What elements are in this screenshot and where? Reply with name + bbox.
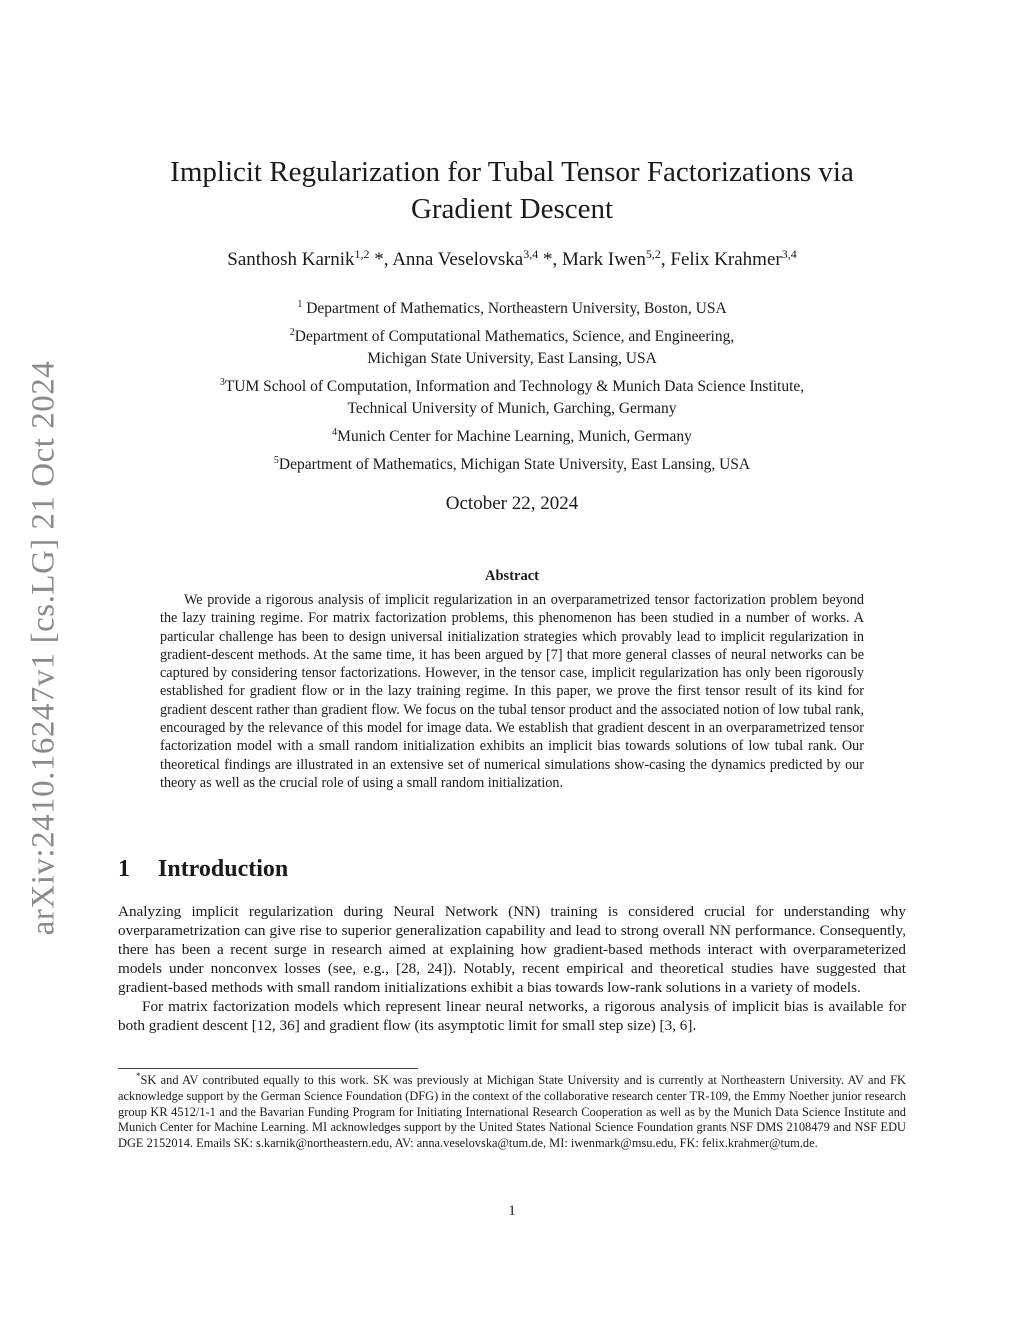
affiliation-list xyxy=(120,298,904,482)
author: Anna Veselovska$^{3,4}$ * xyxy=(392,247,553,270)
footnote-rule xyxy=(118,1068,418,1069)
page-number: 1 xyxy=(508,1203,516,1219)
footnote-text: SK and AV contributed equally to this work. SK was previously at Michigan State University and is currently at Northeastern University. AV and FK acknowledge support by the German Science Foundation (DFG) in the context of the collaborative research center TR-109, the Emmy Noether junior research group KR 4512/1-1 and the Bavarian Funding Program for Initiating International Research Cooperation as well as by the Munich Data Science Institute and Munich Center for Machine Learning. MI acknowledges support by the United States National Science Foundation grants NSF DMS 2108479 and NSF EDU DGE 2152014. Emails SK: s.karnik@northeastern.edu, AV: anna.veselovska@tum.de, MI: iwenmark@msu.edu, FK: felix.krahmer@tum.de. xyxy=(118,1073,906,1151)
affiliation: $^5$Department of Mathematics, Michigan State University, East Lansing, USA xyxy=(273,455,751,473)
author: Felix Krahmer$^{3,4}$ xyxy=(670,247,797,270)
affiliation: $^3$TUM School of Computation, Information and Technology & Munich Data Science Institute, Technical University of Munich, Garching, Germany xyxy=(219,377,805,417)
arxiv-identifier-stamp[interactable]: arXiv:2410.16247v1 [cs.LG] 21 Oct 2024 xyxy=(25,360,62,936)
abstract-text: We provide a rigorous analysis of implicit regularization in an overparametrized tensor factorization problem beyond the lazy training regime. For matrix factorization problems, this phenomenon has been studied in a number of works. A particular challenge has been to design universal initialization strategies which provably lead to implicit regularization in gradient-descent methods. At the same time, it has been argued by [7] that more general classes of neural networks can be captured by considering tensor factorizations. However, in the tensor case, implicit regularization has only been rigorously established for gradient flow or in the lazy training regime. In this paper, we prove the first tensor result of its kind for gradient descent rather than gradient flow. We focus on the tubal tensor product and the associated notion of low tubal rank, encouraged by the relevance of this model for image data. We establish that gradient descent in an overparametrized tensor factorization model with a small random initialization exhibits an implicit bias towards solutions of low tubal rank. Our theoretical findings are illustrated in an extensive set of numerical simulations show-casing the dynamics predicted by our theory as well as the crucial role of using a small random initialization. xyxy=(160,592,864,791)
paper-title: Implicit Regularization for Tubal Tensor Factorizations via Gradient Descent xyxy=(170,156,854,225)
footnote xyxy=(118,1073,906,1152)
section-title: Introduction xyxy=(158,856,289,882)
affiliation: $^2$Department of Computational Mathematics, Science, and Engineering, Michigan State University, East Lansing, USA xyxy=(289,327,735,367)
affiliation: $^4$Munich Center for Machine Learning, Munich, Germany xyxy=(332,427,692,445)
paragraph: Analyzing implicit regularization during Neural Network (NN) training is considered crucial for understanding why overparametrization can give rise to superior generalization capability and lead to strong overall NN performance. Consequently, there has been a recent surge in research aimed at explaining how gradient-based methods interact with overparameterized models under nonconvex losses (see, e.g., [28, 24]). Notably, recent empirical and theoretical studies have suggested that gradient-based methods with small random initializations exhibit a bias towards low-rank solutions in a variety of models. xyxy=(118,903,906,996)
author: Mark Iwen$^{5,2}$ xyxy=(561,247,661,270)
footnote-mark: * xyxy=(136,1071,141,1081)
author-list: Santhosh Karnik$^{1,2}$ *, Anna Veselovska$^{3,4}$ *, Mark Iwen$^{5,2}$, Felix Krahmer$^{3,4}$ xyxy=(227,247,797,270)
abstract-heading: Abstract xyxy=(485,568,539,584)
author: Santhosh Karnik$^{1,2}$ * xyxy=(227,247,384,270)
section-heading xyxy=(118,856,288,883)
section-number: 1 xyxy=(118,856,130,882)
publication-date: October 22, 2024 xyxy=(445,493,579,514)
affiliation: $^1$ Department of Mathematics, Northeastern University, Boston, USA xyxy=(297,299,727,317)
introduction-body xyxy=(118,902,906,1035)
paragraph: For matrix factorization models which represent linear neural networks, a rigorous analysis of implicit bias is available for both gradient descent [12, 36] and gradient flow (its asymptotic limit for small step size) [3, 6]. xyxy=(118,998,906,1034)
